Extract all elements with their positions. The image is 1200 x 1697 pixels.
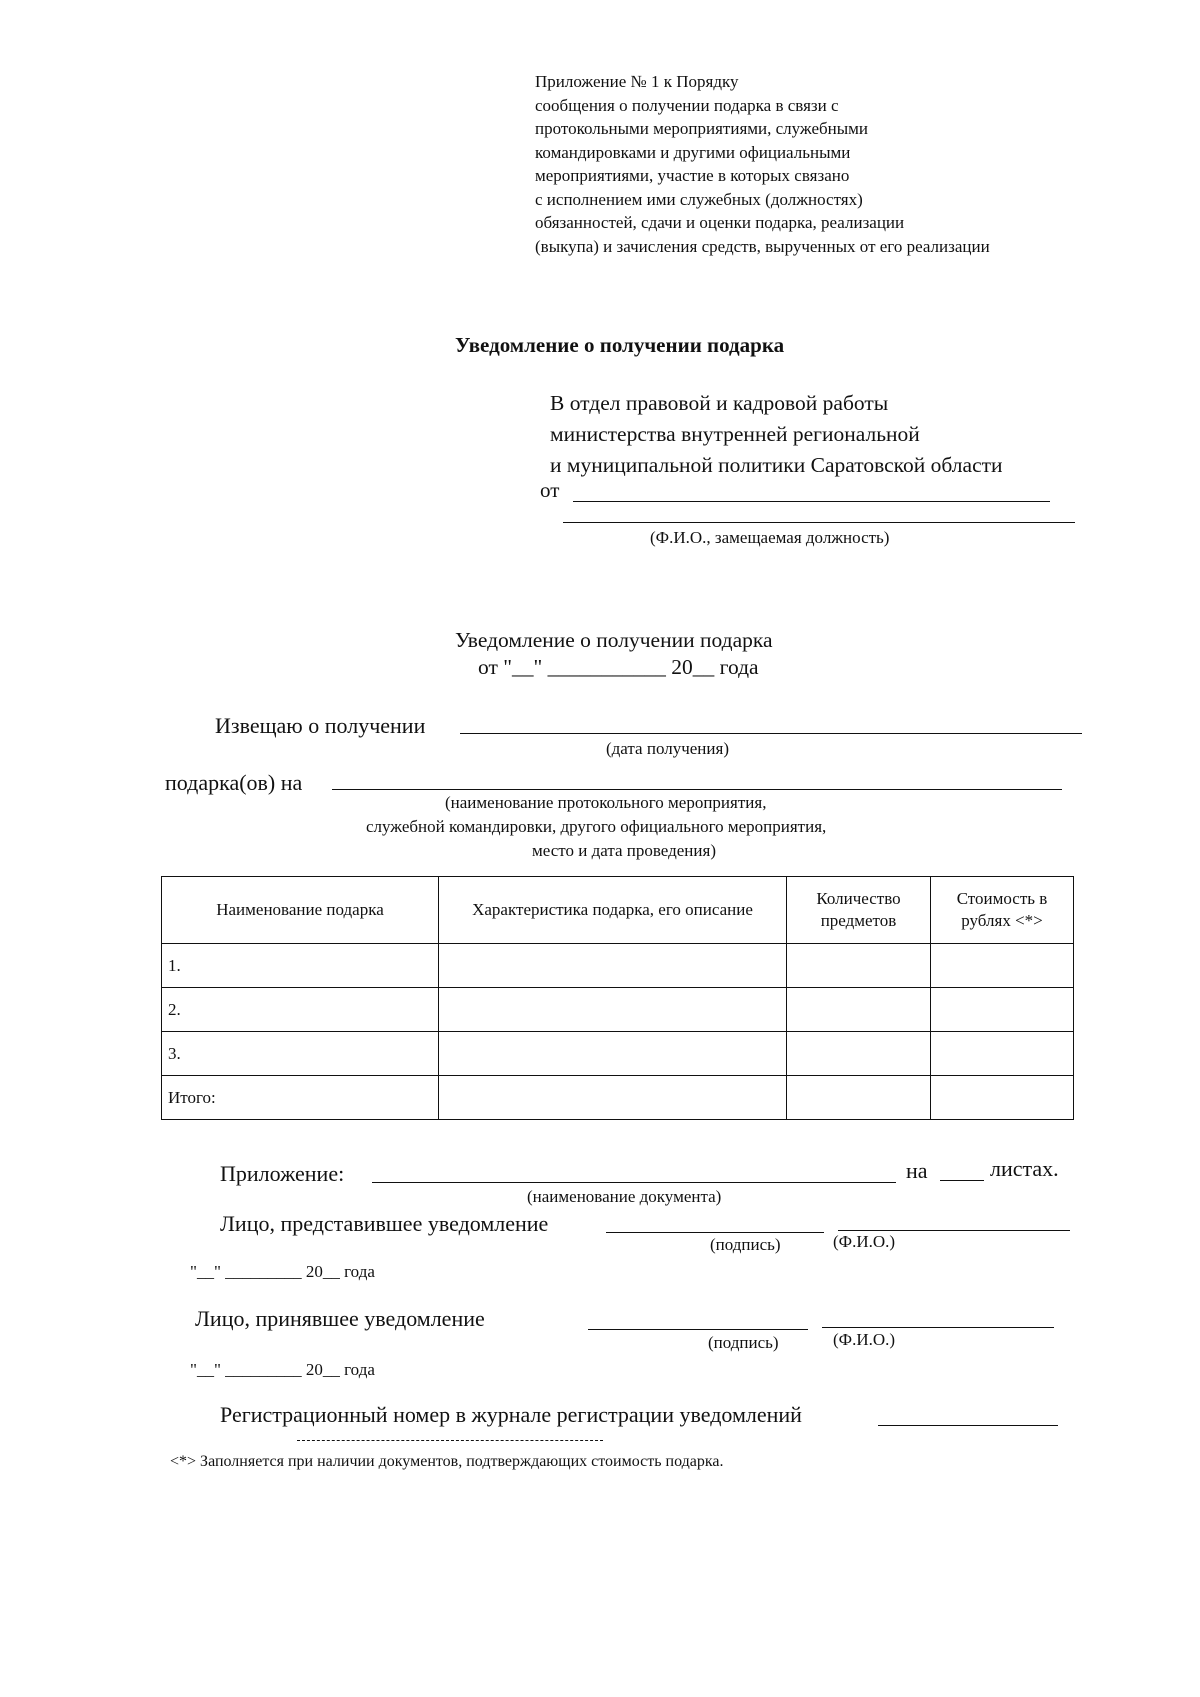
event-field[interactable] [332, 789, 1062, 790]
table-cell[interactable] [439, 1032, 787, 1076]
table-cell[interactable] [439, 988, 787, 1032]
table-cell[interactable] [439, 944, 787, 988]
registration-number-field[interactable] [878, 1425, 1058, 1426]
appendix-header [535, 70, 1095, 258]
table-cell[interactable] [787, 944, 931, 988]
receipt-date-field[interactable] [460, 733, 1082, 734]
appendix-line: командировками и другими официальными [535, 142, 851, 162]
table-header-row [162, 877, 1074, 944]
submitted-date: "__" _________ 20__ года [190, 1262, 375, 1281]
submitted-label: Лицо, представившее уведомление [220, 1211, 549, 1236]
table-cell[interactable] [787, 1076, 931, 1120]
attachment-on: на [906, 1158, 928, 1183]
appendix-line: Приложение № 1 к Порядку [535, 72, 739, 91]
row-number: 1. [162, 944, 439, 988]
from-caption: (Ф.И.О., замещаемая должность) [650, 528, 890, 547]
accepted-name-caption: (Ф.И.О.) [833, 1330, 896, 1349]
accepted-date: "__" _________ 20__ года [190, 1360, 375, 1379]
attachment-field[interactable] [372, 1182, 896, 1183]
total-label: Итого: [162, 1076, 439, 1120]
from-field[interactable] [573, 501, 1050, 502]
attachment-caption: (наименование документа) [527, 1187, 722, 1206]
receipt-date-caption: (дата получения) [606, 739, 729, 758]
row-number: 3. [162, 1032, 439, 1076]
table-row [162, 988, 1074, 1032]
column-header-gift-name: Наименование подарка [162, 877, 439, 944]
appendix-line: мероприятиями, участие в которых связано [535, 166, 850, 185]
attachment-label: Приложение: [220, 1161, 345, 1186]
table-cell[interactable] [787, 1032, 931, 1076]
receipt-label: Извещаю о получении [215, 713, 426, 738]
from-label: от [540, 478, 560, 502]
column-header-cost: Стоимость в рублях <*> [931, 877, 1074, 944]
table-cell[interactable] [787, 988, 931, 1032]
page-title: Уведомление о получении подарка [455, 333, 785, 357]
accepted-label: Лицо, принявшее уведомление [195, 1306, 485, 1331]
submitted-name-caption: (Ф.И.О.) [833, 1232, 896, 1251]
appendix-line: обязанностей, сдачи и оценки подарка, реализации [535, 213, 905, 232]
appendix-line: сообщения о получении подарка в связи с [535, 95, 839, 115]
event-caption-line: место и дата проведения) [532, 841, 716, 860]
gifts-label: подарка(ов) на [165, 770, 303, 795]
gifts-table [161, 876, 1074, 1120]
registration-label: Регистрационный номер в журнале регистрации уведомлений [220, 1402, 802, 1427]
footnote: <*> Заполняется при наличии документов, подтверждающих стоимость подарка. [170, 1453, 724, 1470]
submitted-signature-caption: (подпись) [710, 1235, 781, 1254]
notice-title: Уведомление о получении подарка [455, 628, 773, 652]
sheets-count-field[interactable] [940, 1180, 984, 1181]
table-cell[interactable] [931, 944, 1074, 988]
from-field-second-line[interactable] [563, 522, 1075, 523]
column-header-description: Характеристика подарка, его описание [439, 877, 787, 944]
table-row [162, 944, 1074, 988]
addressee-line: и муниципальной политики Саратовской области [550, 453, 1003, 477]
accepted-signature-field[interactable] [588, 1329, 808, 1330]
addressee-line: министерства внутренней региональной [550, 422, 920, 446]
accepted-name-field[interactable] [822, 1327, 1054, 1328]
submitted-name-field[interactable] [838, 1230, 1070, 1231]
event-caption-line: служебной командировки, другого официального мероприятия, [366, 817, 827, 836]
table-cell[interactable] [931, 1076, 1074, 1120]
appendix-line: с исполнением ими служебных (должностях) [535, 189, 863, 209]
notice-date: от "__" ___________ 20__ года [478, 655, 759, 679]
table-cell[interactable] [439, 1076, 787, 1120]
footnote-separator [297, 1440, 603, 1441]
submitted-signature-field[interactable] [606, 1232, 824, 1233]
appendix-line: протокольными мероприятиями, служебными [535, 119, 869, 138]
event-caption-line: (наименование протокольного мероприятия, [445, 793, 767, 812]
row-number: 2. [162, 988, 439, 1032]
addressee-line: В отдел правовой и кадровой работы [550, 391, 889, 415]
table-row-total [162, 1076, 1074, 1120]
attachment-sheets: листах. [990, 1156, 1059, 1181]
column-header-quantity: Количество предметов [787, 877, 931, 944]
accepted-signature-caption: (подпись) [708, 1333, 779, 1352]
appendix-line: (выкупа) и зачисления средств, вырученных от его реализации [535, 236, 990, 256]
table-row [162, 1032, 1074, 1076]
table-cell[interactable] [931, 1032, 1074, 1076]
addressee [550, 388, 1003, 481]
table-cell[interactable] [931, 988, 1074, 1032]
